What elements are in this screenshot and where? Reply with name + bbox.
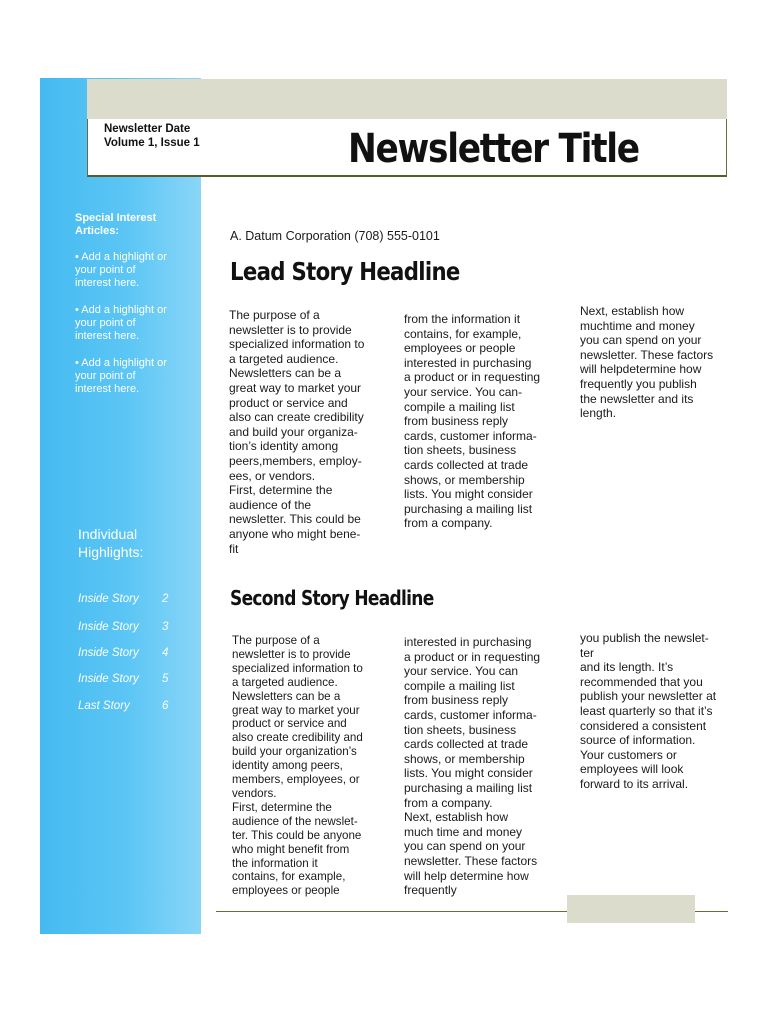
lead-story-headline: Lead Story Headline	[230, 257, 460, 286]
newsletter-issue: Volume 1, Issue 1	[104, 137, 200, 149]
toc-page: 3	[162, 621, 169, 633]
lead-story-column-3: Next, establish how muchtime and money you can spend on your newsletter. These factors will helpdetermine how frequently you publish the newsletter and its length.	[580, 304, 714, 421]
lead-story-column-2: from the information it contains, for example, employees or people interested in purchasing a product or in requesting your service. You can- compile a mailing list from business reply cards, customer informa- tion sheets, business cards collected at trade shows, or membership lists. You might consider purchasing a mailing list from a company.	[404, 312, 541, 531]
highlight-item: • Add a highlight or your point of interest here.	[75, 251, 167, 289]
toc-item[interactable]	[78, 700, 173, 716]
toc-item[interactable]	[78, 673, 173, 689]
toc-page: 6	[162, 700, 169, 712]
special-interest-heading: Special Interest Articles:	[75, 212, 157, 237]
newsletter-title: Newsletter Title	[348, 126, 639, 172]
second-story-headline: Second Story Headline	[230, 586, 434, 610]
highlight-item: • Add a highlight or your point of interest here.	[75, 304, 167, 342]
toc-label: Inside Story	[78, 593, 139, 605]
second-story-column-1: The purpose of a newsletter is to provide specialized information to a targeted audience. Newsletters can be a great way to market your product or service and also create credibility and build your organization’s identity among peers, members, employees, or vendors. First, determine the audience of the newslet- ter. This could be anyone who might benefit from the information it contains, for example, employees or people	[232, 634, 363, 898]
toc-page: 2	[162, 593, 169, 605]
toc-label: Inside Story	[78, 621, 139, 633]
footer-block	[567, 895, 695, 923]
sidebar-panel	[40, 78, 201, 934]
lead-story-column-1: The purpose of a newsletter is to provide specialized information to a targeted audience. Newsletters can be a great way to market your product or service and also can create credibility and build your organiza- tion’s identity among peers,members, employ- ees, or vendors. First, determine the audience of the newsletter. This could be anyone who might bene- fit	[229, 308, 365, 556]
individual-highlights-heading: Individual Highlights:	[78, 526, 144, 560]
toc-label: Inside Story	[78, 673, 139, 685]
second-story-column-2: interested in purchasing a product or in requesting your service. You can compile a mailing list from business reply cards, customer informa- tion sheets, business cards collected at trade shows, or membership lists. You might consider purchasing a mailing list from a company. Next, establish how much time and money you can spend on your newsletter. These factors will help determine how frequently	[404, 635, 541, 898]
highlight-item: • Add a highlight or your point of interest here.	[75, 357, 167, 395]
toc-label: Inside Story	[78, 647, 139, 659]
toc-page: 4	[162, 647, 169, 659]
toc-item[interactable]	[78, 621, 173, 637]
toc-item[interactable]	[78, 593, 173, 609]
newsletter-date-block	[104, 122, 200, 150]
header-banner	[87, 79, 727, 119]
company-contact-line: A. Datum Corporation (708) 555-0101	[230, 229, 440, 243]
toc-item[interactable]	[78, 647, 173, 663]
newsletter-date: Newsletter Date	[104, 123, 191, 135]
toc-label: Last Story	[78, 700, 130, 712]
second-story-column-3: you publish the newslet- ter and its length. It’s recommended that you publish your newsletter at least quarterly so that it’s considered a consistent source of information. Your customers or employees will look forward to its arrival.	[580, 631, 717, 791]
toc-page: 5	[162, 673, 169, 685]
